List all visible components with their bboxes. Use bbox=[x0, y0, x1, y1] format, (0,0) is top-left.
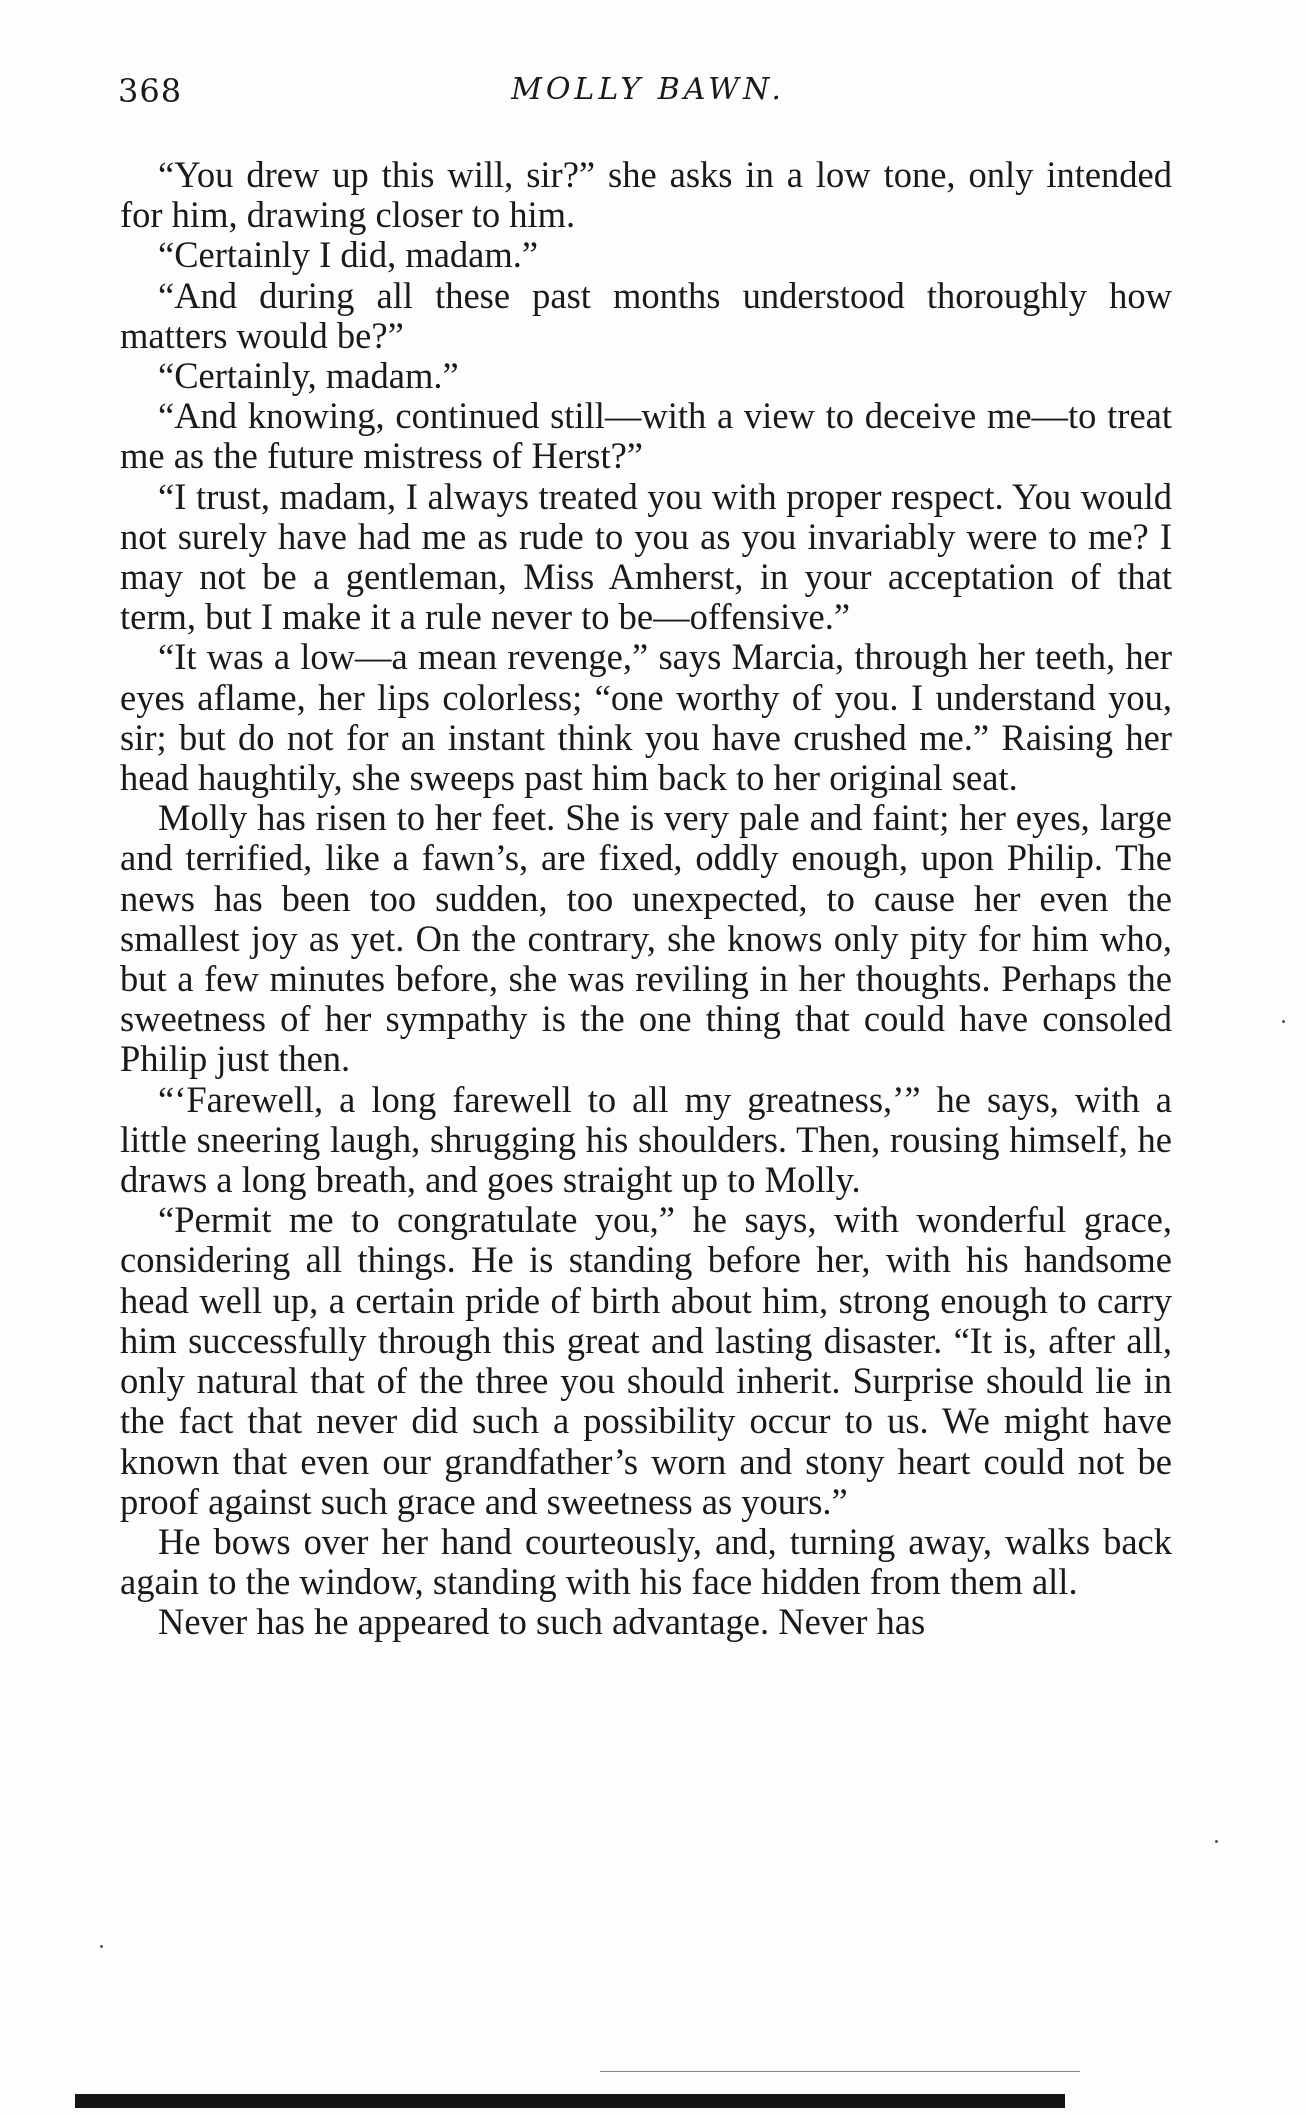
scan-speck bbox=[1282, 1020, 1285, 1023]
paragraph: He bows over her hand courteously, and, turning away, walks back again to the window, standing with his face hidden from them all. bbox=[120, 1520, 1172, 1603]
paragraph: “Certainly I did, madam.” bbox=[158, 234, 539, 276]
running-title: MOLLY BAWN. bbox=[511, 72, 785, 107]
paragraph: “Certainly, madam.” bbox=[158, 355, 459, 397]
paragraph: “Permit me to congratulate you,” he says, with wonderful grace, considering all things. He is standing before her, with his handsome head well up, a certain pride of birth about him, strong enough to carry him successfully through this great and lasting disaster. “It is, after all, only natural that of the three you should inherit. Surprise should lie in the fact that never did such a possibility occur to us. We might have known that even our grandfather’s worn and stony heart could not be proof against such grace and sweetness as yours.” bbox=[120, 1199, 1172, 1522]
paragraph: Molly has risen to her feet. She is very pale and faint; her eyes, large and terrified, like a fawn’s, are fixed, oddly enough, upon Philip. The news has been too sudden, too unexpected, to cause her even the smallest joy as yet. On the contrary, she knows only pity for him who, but a few minutes before, she was reviling in her thoughts. Perhaps the sweetness of her sympathy is the one thing that could have consoled Philip just then. bbox=[120, 797, 1172, 1080]
paragraph: “And during all these past months understood thoroughly how matters would be?” bbox=[120, 274, 1172, 356]
page-edge-shadow bbox=[75, 2094, 1065, 2108]
paragraph: “You drew up this will, sir?” she asks in a low tone, only intended for him, drawing closer to him. bbox=[120, 154, 1172, 236]
scan-speck bbox=[100, 1945, 103, 1948]
page-number: 368 bbox=[118, 72, 183, 110]
body-text bbox=[120, 155, 1172, 1643]
paragraph-last-line: Never has he appeared to such advantage. Never has bbox=[158, 1601, 926, 1643]
page-header bbox=[118, 72, 1178, 122]
scan-speck bbox=[1215, 1840, 1218, 1843]
paragraph: “‘Farewell, a long farewell to all my greatness,’” he says, with a little sneering laugh, shrugging his shoulders. Then, rousing himself, he draws a long breath, and goes straight up to Molly. bbox=[120, 1078, 1172, 1201]
paragraph: “And knowing, continued still—with a view to deceive me—to treat me as the future mistress of Herst?” bbox=[120, 395, 1172, 477]
scan-edge-line bbox=[600, 2071, 1080, 2072]
paragraph: “It was a low—a mean revenge,” says Marcia, through her teeth, her eyes aflame, her lips colorless; “one worthy of you. I understand you, sir; but do not for an instant think you have crushed me.” Raising her head haughtily, she sweeps past him back to her original seat. bbox=[120, 636, 1172, 799]
paragraph: “I trust, madam, I always treated you with proper respect. You would not surely have had me as rude to you as you invariably were to me? I may not be a gentleman, Miss Amherst, in your acceptation of that term, but I make it a rule never to be—offensive.” bbox=[120, 475, 1172, 638]
